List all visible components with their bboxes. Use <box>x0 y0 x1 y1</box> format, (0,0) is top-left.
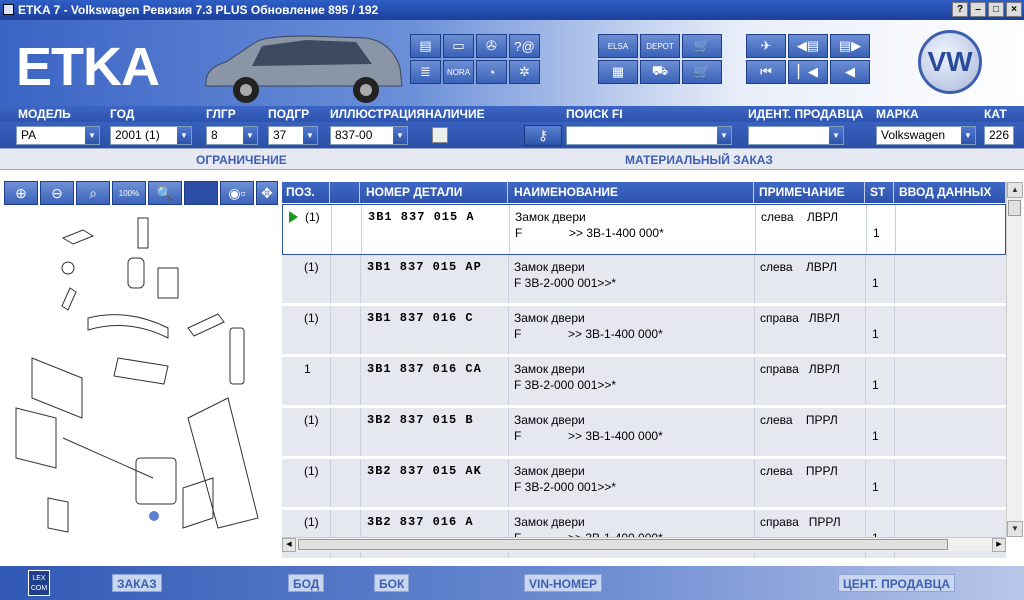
list-icon[interactable]: ≣ <box>410 60 441 84</box>
table-row[interactable] <box>282 255 1006 306</box>
nora-icon[interactable]: NORA <box>443 60 474 84</box>
minimize-button[interactable]: – <box>970 2 986 17</box>
filter-labels <box>0 106 1024 122</box>
car-cart-icon[interactable]: ⛟ <box>640 60 680 84</box>
cart-icon[interactable]: 🛒 <box>682 60 722 84</box>
row-pos: 1 <box>304 362 311 376</box>
row-st: 1 <box>872 480 879 494</box>
illustration-panel <box>0 178 280 550</box>
year-value: 2001 (1) <box>115 128 160 142</box>
first-icon[interactable]: ⏮ <box>746 60 786 84</box>
row-part-number: 3B1 837 015 AP <box>367 260 482 274</box>
filter-fields <box>0 122 1024 148</box>
zoom-in-icon[interactable]: ⊕ <box>4 181 38 205</box>
row-pos: (1) <box>304 260 319 274</box>
screen-icon[interactable]: ▭ <box>443 34 474 58</box>
hotspot-icon[interactable]: ◉▫ <box>220 181 254 205</box>
row-name-detail: F 3B-2-000 001>>* <box>514 378 617 392</box>
label-search: ПОИСК FI <box>566 107 623 121</box>
play-icon <box>289 211 298 223</box>
row-st: 1 <box>872 429 879 443</box>
cat-value: 226 <box>989 128 1010 142</box>
bok-button[interactable]: БОК <box>374 574 409 592</box>
row-part-number: 3B1 837 016 CA <box>367 362 482 376</box>
row-st: 1 <box>873 226 880 240</box>
vertical-scrollbar[interactable] <box>1006 182 1022 537</box>
row-st: 1 <box>872 327 879 341</box>
availability-checkbox[interactable] <box>432 127 448 143</box>
row-note: справа ЛВРЛ <box>760 362 840 376</box>
mg-value: 8 <box>211 128 218 142</box>
toolbar-group-shop <box>598 34 722 84</box>
row-pos: (1) <box>304 464 319 478</box>
zoom-100-icon[interactable]: 100% <box>112 181 146 205</box>
help-window-button[interactable]: ? <box>952 2 968 17</box>
cart-add-icon[interactable]: 🛒 <box>682 34 722 58</box>
scroll-thumb[interactable] <box>1008 200 1021 216</box>
col-part-number[interactable]: НОМЕР ДЕТАЛИ <box>362 182 508 203</box>
row-name: Замок двери <box>514 311 585 325</box>
row-note: слева ЛВРЛ <box>760 260 838 274</box>
title-bar <box>0 0 1024 20</box>
table-row[interactable] <box>282 306 1006 357</box>
row-name: Замок двери <box>514 260 585 274</box>
wheel-icon[interactable]: ✲ <box>509 60 540 84</box>
material-order-link[interactable]: МАТЕРИАЛЬНЫЙ ЗАКАЗ <box>625 153 773 167</box>
parts-table <box>282 182 1006 537</box>
scroll-up-icon[interactable]: ▲ <box>1007 182 1023 198</box>
row-part-number: 3B1 837 016 C <box>367 311 474 325</box>
col-pos[interactable]: ПОЗ. <box>282 182 330 203</box>
table-row[interactable] <box>282 459 1006 510</box>
search-select[interactable] <box>566 126 732 145</box>
scroll-left-icon[interactable]: ◀ <box>282 538 296 552</box>
row-part-number: 3B2 837 016 A <box>367 515 474 529</box>
maximize-button[interactable]: □ <box>988 2 1004 17</box>
back-icon[interactable]: ▏◀ <box>788 60 828 84</box>
depot-icon[interactable]: DEPOT <box>640 34 680 58</box>
row-name-detail: F >> 3B-1-400 000* <box>514 429 663 443</box>
zoom-out-icon[interactable]: ⊖ <box>40 181 74 205</box>
col-st[interactable]: ST <box>866 182 894 203</box>
toolbar-group-main <box>410 34 540 84</box>
table-row[interactable] <box>282 357 1006 408</box>
mg-select[interactable] <box>206 126 258 145</box>
label-mg: ГЛГР <box>206 107 236 121</box>
table-row[interactable] <box>282 510 1006 561</box>
subbar <box>0 148 1024 170</box>
row-pos: (1) <box>304 311 319 325</box>
cat-field[interactable] <box>984 126 1014 145</box>
col-name[interactable]: НАИМЕНОВАНИЕ <box>510 182 754 203</box>
row-part-number: 3B2 837 015 AK <box>367 464 482 478</box>
sg-value: 37 <box>273 128 287 142</box>
search-icon[interactable]: 🔍 <box>148 181 182 205</box>
table-header <box>282 182 1006 203</box>
row-part-number: 3B2 837 015 B <box>367 413 474 427</box>
car-image <box>196 28 410 108</box>
row-name-detail: F >> 3B-1-400 000* <box>515 226 664 240</box>
row-part-number: 3B1 837 015 A <box>368 210 475 224</box>
app-icon <box>3 4 14 15</box>
pin-icon[interactable]: ✈ <box>746 34 786 58</box>
prev-page-icon[interactable]: ◀▤ <box>788 34 828 58</box>
row-name: Замок двери <box>514 464 585 478</box>
brand-select[interactable] <box>876 126 976 145</box>
brand-value: Volkswagen <box>881 128 946 142</box>
row-name: Замок двери <box>514 413 585 427</box>
image-toolbar <box>4 181 278 205</box>
row-note: слева ЛВРЛ <box>761 210 839 224</box>
chevron-down-icon: ▼ <box>303 127 317 144</box>
chevron-down-icon: ▼ <box>177 127 191 144</box>
label-illustration: ИЛЛЮСТРАЦИЯНАЛИЧИЕ <box>330 107 485 121</box>
elsa-icon[interactable]: ELSA <box>598 34 638 58</box>
row-name: Замок двери <box>515 210 586 224</box>
row-name-detail: F 3B-2-000 001>>* <box>514 480 617 494</box>
row-note: слева ПРРЛ <box>760 464 838 478</box>
model-select[interactable] <box>16 126 100 145</box>
vw-logo: VW <box>918 30 982 94</box>
header <box>0 20 1024 106</box>
row-st: 1 <box>872 276 879 290</box>
restriction-link[interactable]: ОГРАНИЧЕНИЕ <box>196 153 287 167</box>
row-st: 1 <box>872 378 879 392</box>
col-flag[interactable] <box>330 182 360 203</box>
year-select[interactable] <box>110 126 192 145</box>
chevron-down-icon: ▼ <box>961 127 975 144</box>
dealer-id-button[interactable]: ЦЕНТ. ПРОДАВЦА <box>838 574 955 592</box>
chevron-down-icon: ▼ <box>243 127 257 144</box>
parts-drawing[interactable] <box>8 208 274 538</box>
scroll-right-icon[interactable]: ▶ <box>992 538 1006 552</box>
scroll-down-icon[interactable]: ▼ <box>1007 521 1023 537</box>
next-page-icon[interactable]: ▤▶ <box>830 34 870 58</box>
row-name-detail: F 3B-2-000 001>>* <box>514 276 617 290</box>
order-list-icon[interactable]: ▦ <box>598 60 638 84</box>
row-pos: (1) <box>304 515 319 529</box>
illustration-select[interactable] <box>330 126 408 145</box>
lexcom-logo: LEX COM <box>28 570 50 596</box>
key-icon[interactable]: ⚷ <box>524 125 562 146</box>
illustration-value: 837-00 <box>335 128 373 142</box>
label-model: МОДЕЛЬ <box>18 107 71 121</box>
label-year: ГОД <box>110 107 135 121</box>
move-icon[interactable]: ✥ <box>256 181 278 205</box>
row-name: Замок двери <box>514 515 585 529</box>
table-row[interactable] <box>282 408 1006 459</box>
model-value: PA <box>21 128 37 142</box>
blank-icon[interactable] <box>184 181 218 205</box>
row-note: справа ЛВРЛ <box>760 311 840 325</box>
dealer-select[interactable] <box>748 126 844 145</box>
row-pos: (1) <box>304 413 319 427</box>
row-note: справа ПРРЛ <box>760 515 841 529</box>
window-title: ETKA 7 - Volkswagen Ревизия 7.3 PLUS Обновление 895 / 192 <box>18 3 379 17</box>
chevron-down-icon: ▼ <box>85 127 99 144</box>
prev-icon[interactable]: ◀ <box>830 60 870 84</box>
toolbar-group-nav <box>746 34 870 84</box>
label-cat: КАТ <box>984 107 1007 121</box>
chevron-down-icon: ▼ <box>829 127 843 144</box>
col-note[interactable]: ПРИМЕЧАНИЕ <box>755 182 865 203</box>
parts-icon[interactable]: ✇ <box>476 34 507 58</box>
row-name: Замок двери <box>514 362 585 376</box>
label-dealer: ИДЕНТ. ПРОДАВЦА <box>748 107 864 121</box>
close-button[interactable]: × <box>1006 2 1022 17</box>
sg-select[interactable] <box>268 126 318 145</box>
help-email-icon[interactable]: ?@ <box>509 34 540 58</box>
bod-button[interactable]: БОД <box>288 574 324 592</box>
gauge-icon[interactable]: ◔ <box>476 60 507 84</box>
row-note: слева ПРРЛ <box>760 413 838 427</box>
order-button[interactable]: ЗАКАЗ <box>112 574 162 592</box>
printer-icon[interactable]: ▤ <box>410 34 441 58</box>
table-row[interactable] <box>282 204 1006 255</box>
etka-logo: ETKA <box>16 37 159 97</box>
zoom-area-icon[interactable]: ⌕ <box>76 181 110 205</box>
label-sg: ПОДГР <box>268 107 310 121</box>
col-data-entry[interactable]: ВВОД ДАННЫХ <box>895 182 1006 203</box>
row-pos: (1) <box>305 210 320 224</box>
chevron-down-icon: ▼ <box>393 127 407 144</box>
row-name-detail: F >> 3B-1-400 000* <box>514 327 663 341</box>
label-brand: МАРКА <box>876 107 919 121</box>
chevron-down-icon: ▼ <box>717 127 731 144</box>
bottom-bar <box>0 566 1024 600</box>
vin-button[interactable]: VIN-НОМЕР <box>524 574 602 592</box>
hscroll-thumb[interactable] <box>298 539 948 550</box>
horizontal-scrollbar[interactable] <box>282 537 1006 551</box>
